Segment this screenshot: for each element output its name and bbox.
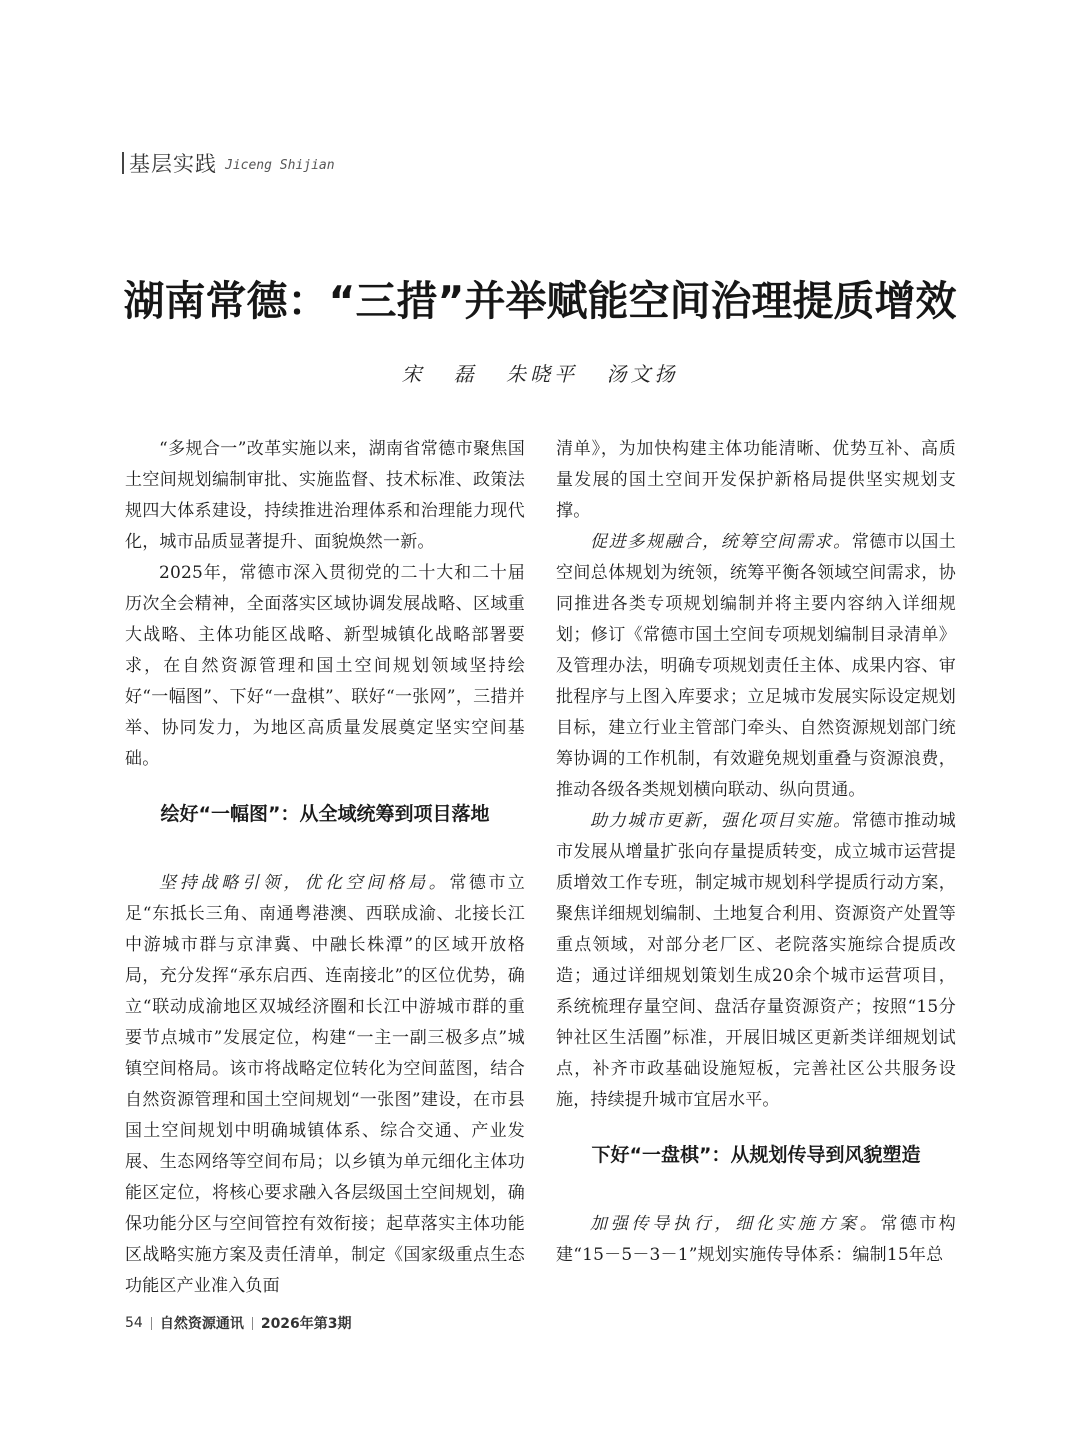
section-header <box>122 148 335 178</box>
paragraph-2025: 2025年，常德市深入贯彻党的二十大和二十届历次全会精神，全面落实区域协调发展战略、区域重大战略、主体功能区战略、新型城镇化战略部署要求，在自然资源管理和国土空间规划领域坚持绘好“一幅图”、下好“一盘棋”、联好“一张网”，三措并举、协同发力，为地区高质量发展奠定坚实空间基础。 <box>125 563 525 769</box>
article-authors: 宋 磊 朱晓平 汤文扬 <box>401 362 679 386</box>
right-column <box>556 434 956 1271</box>
paragraph-body: 常德市推动城市发展从增量扩张向存量提质转变，成立城市运营提质增效工作专班，制定城市规划科学提质行动方案，聚焦详细规划编制、土地复合利用、资源资产处置等重点领域，对部分老厂区、老院落实施综合提质改造；通过详细规划策划生成20余个城市运营项目，系统梳理存量空间、盘活存量资源资产；按照“15分钟社区生活圈”标准，开展旧城区更新类详细规划试点，补齐市政基础设施短板，完善社区公共服务设施，持续提升城市宜居水平。 <box>556 811 957 1110</box>
section-heading-1: 绘好“一幅图”：从全域统筹到项目落地 <box>160 803 490 825</box>
section-name-en: Jiceng Shijian <box>225 157 335 173</box>
paragraph-body: 常德市构建“15－5－3－1”规划实施传导体系：编制15年总 <box>556 1214 956 1265</box>
paragraph-body: 常德市以国土空间总体规划为统领，统筹平衡各领域空间需求，协同推进各类专项规划编制并将主要内容纳入详细规划；修订《常德市国土空间专项规划编制目录清单》及管理办法，明确专项规划责任主体、成果内容、审批程序与上图入库要求；立足城市发展实际设定规划目标，建立行业主管部门牵头、自然资源规划部门统筹协调的工作机制，有效避免规划重叠与资源浪费，推动各级各类规划横向联动、纵向贯通。 <box>556 532 957 800</box>
header-divider <box>122 152 124 174</box>
paragraph-continued: 清单》，为加快构建主体功能清晰、优势互补、高质量发展的国土空间开发保护新格局提供坚实规划支撑。 <box>556 439 956 521</box>
footer-divider <box>151 1317 152 1330</box>
paragraph-lead: 坚持战略引领，优化空间格局。 <box>159 873 450 893</box>
page-number: 54 <box>125 1315 143 1331</box>
left-column <box>125 434 525 1302</box>
article-title: 湖南常德：“三措”并举赋能空间治理提质增效 <box>123 277 957 325</box>
page-footer <box>125 1313 352 1333</box>
paragraph-body: 常德市立足“东抵长三角、南通粤港澳、西联成渝、北接长江中游城市群与京津冀、中融长株潭”的区域开放格局，充分发挥“承东启西、连南接北”的区位优势，确立“联动成渝地区双城经济圈和长江中游城市群的重要节点城市”发展定位，构建“一主一副三极多点”城镇空间格局。该市将战略定位转化为空间蓝图，结合自然资源管理和国土空间规划“一张图”建设，在市县国土空间规划中明确城镇体系、综合交通、产业发展、生态网络等空间布局；以乡镇为单元细化主体功能区定位，将核心要求融入各层级国土空间规划，确保功能分区与空间管控有效衔接；起草落实主体功能区战略实施方案及责任清单，制定《国家级重点生态功能区产业准入负面 <box>125 873 525 1296</box>
paragraph-transmission <box>556 1209 956 1271</box>
footer-divider <box>252 1317 253 1330</box>
paragraph-intro: “多规合一”改革实施以来，湖南省常德市聚焦国土空间规划编制审批、实施监督、技术标准、政策法规四大体系建设，持续推进治理体系和治理能力现代化，城市品质显著提升、面貌焕然一新。 <box>125 439 525 552</box>
paragraph-strategy <box>125 868 525 1302</box>
section-heading-2: 下好“一盘棋”：从规划传导到风貌塑造 <box>591 1144 921 1166</box>
paragraph-lead: 加强传导执行，细化实施方案。 <box>590 1214 881 1234</box>
paragraph-lead: 助力城市更新，强化项目实施。 <box>590 811 852 831</box>
paragraph-urban-renewal <box>556 806 956 1116</box>
section-name-cn: 基层实践 <box>129 152 217 176</box>
paragraph-multi-plan <box>556 527 956 806</box>
paragraph-lead: 促进多规融合，统筹空间需求。 <box>590 532 852 552</box>
journal-name: 自然资源通讯 <box>159 1316 244 1332</box>
issue-number: 2026年第3期 <box>260 1316 352 1332</box>
